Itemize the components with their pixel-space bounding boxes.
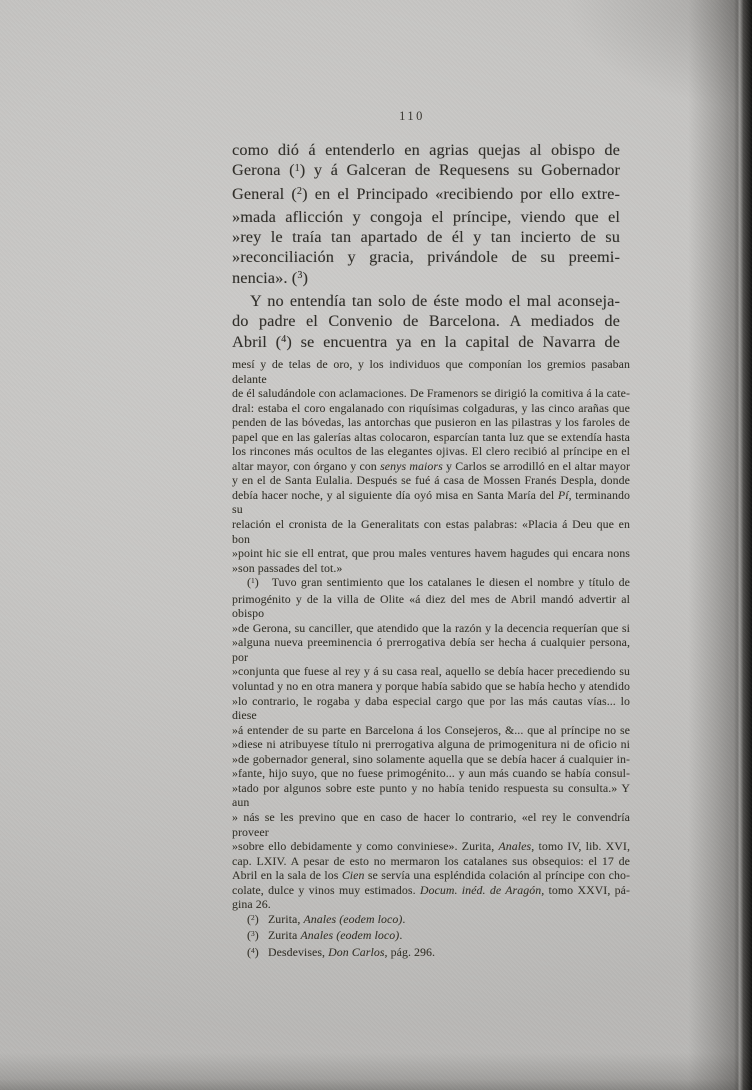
- text-segment: do padre el Convenio de Barcelona. A mediados de: [232, 312, 620, 331]
- footnote-line: [232, 737, 630, 752]
- italic-citation: Don Carlos: [328, 944, 385, 959]
- text-segment: »á entender de su parte en Barcelona á los Consejeros, &... que al príncipe no se: [232, 722, 630, 737]
- main-text-line: [232, 160, 620, 183]
- text-segment: relación el cronista de la Generalitats con estas palabras: «Placia á Deu que en bon: [232, 517, 630, 546]
- text-segment: »tado por algunos sobre este punto y no había tenido respuesta su consulta.» Y aun: [232, 780, 630, 810]
- footnote-line: [232, 839, 630, 854]
- text-segment: (: [247, 928, 252, 943]
- footnote-line: [232, 810, 630, 839]
- text-segment: los rincones más ocultos de las elegantes ojivas. El clero recibió al príncipe en el: [232, 444, 630, 459]
- text-segment: »lo contrario, le rogaba y daba especial cargo que por las más cautas vías... lo diese: [232, 693, 630, 723]
- footnote-line: [232, 928, 630, 945]
- footnote-line: [232, 868, 630, 883]
- footnote-line: [232, 752, 630, 767]
- main-text-line: [232, 268, 620, 291]
- footnotes-block: [232, 357, 630, 961]
- text-segment: mesí y de telas de oro, y los individuos que componían los gremios pasaban delante: [232, 357, 630, 386]
- text-segment: de él saludándole con aclamaciones. De Framenors se dirigió la comitiva á la cate-: [232, 386, 630, 401]
- text-segment: y en el de Santa Eulalia. Después se fué á casa de Mossen Franés Despla, donde: [232, 473, 630, 488]
- text-segment: » nás se les previno que en caso de hacer lo contrario, «el rey le convendría proveer: [232, 809, 630, 839]
- text-segment: »mada aflicción y congoja el príncipe, viendo que el: [232, 207, 620, 226]
- footnote-reference-number: 3: [297, 270, 303, 282]
- footnote-line: [232, 945, 630, 962]
- italic-citation: Anales (eodem loco): [303, 911, 403, 926]
- footnote-line: [232, 679, 630, 694]
- main-text-line: [232, 207, 620, 227]
- footnote-line: [232, 488, 630, 517]
- text-segment: primogénito y de la villa de Olite «á diez del mes de Abril mandó advertir al obispo: [232, 591, 630, 621]
- text-segment: (: [247, 911, 252, 926]
- text-segment: como dió á entenderlo en agrias quejas al obispo de: [232, 141, 620, 159]
- main-text-block: [232, 140, 620, 355]
- main-text-line: [232, 140, 620, 160]
- text-segment: »son passades del tot.»: [232, 560, 343, 575]
- footnote-reference-number: 1: [251, 575, 255, 585]
- text-segment: »fante, hijo suyo, que no fuese primogénito... y aun más cuando se había consul-: [232, 766, 630, 781]
- text-segment: »de Gerona, su canciller, que atendido que la razón y la decencia requerían que si: [232, 620, 630, 635]
- footnote-line: [232, 517, 630, 546]
- text-segment: »diese ni atribuyese título ni prerrogativa alguna de primogenitura ni de oficio ni: [232, 737, 630, 752]
- text-segment: , tomo IV, lib. XVI,: [531, 839, 630, 854]
- text-segment: debía hacer noche, y al siguiente día oyó misa en Santa María del: [232, 487, 558, 502]
- text-segment: »conjunta que fuese al rey y á su casa real, aquello se debía hacer precediendo su: [232, 664, 630, 679]
- main-text-line: [232, 332, 620, 355]
- text-segment: ): [302, 268, 309, 287]
- main-text-line: [232, 247, 620, 267]
- text-segment: altar mayor, con órgano y con: [232, 458, 381, 473]
- main-text-line: [232, 184, 620, 207]
- main-text-line: [232, 311, 620, 331]
- text-segment: Abril en la sala de los: [232, 868, 342, 883]
- text-segment: ) en el Principado «recibiendo por ello extre-: [302, 184, 620, 203]
- footnote-line: [232, 575, 630, 592]
- text-segment: (: [247, 944, 252, 959]
- footnote-line: [232, 459, 630, 474]
- footnote-line: [232, 912, 630, 929]
- text-segment: »alguna nueva preeminencia ó prerrogativa debía ser hecha á cualquier persona, por: [232, 635, 630, 664]
- text-segment: Gerona (: [232, 161, 295, 180]
- text-segment: y Carlos se arrodilló en el altar mayor: [442, 458, 630, 473]
- text-segment: , pág. 296.: [384, 944, 436, 959]
- footnote-line: [232, 386, 630, 401]
- text-segment: ) Zurita: [254, 928, 301, 943]
- footnote-line: [232, 635, 630, 664]
- footnote-line: [232, 766, 630, 781]
- footnote-reference-number: 4: [281, 334, 287, 346]
- text-segment: .: [402, 911, 406, 926]
- footnote-line: [232, 897, 630, 912]
- text-segment: .: [399, 928, 403, 943]
- footnote-line: [232, 694, 630, 723]
- italic-citation: Pí: [557, 487, 569, 502]
- text-segment: se servía una espléndida colación al príncipe con cho-: [364, 868, 631, 883]
- footnote-line: [232, 883, 630, 898]
- text-segment: (: [247, 575, 252, 590]
- main-text-line: [232, 291, 620, 311]
- footnote-line: [232, 854, 630, 869]
- text-segment: »de gobernador general, sino solamente aquella que se debía hacer á cualquier in-: [232, 751, 630, 766]
- text-segment: , tomo XXVI, pá-: [541, 882, 631, 897]
- text-segment: »point hic sie ell entrat, que prou males ventures havem hagudes qui encara nons: [232, 546, 630, 561]
- footnote-reference-number: 2: [251, 912, 255, 922]
- italic-citation: Anales (eodem loco): [300, 928, 400, 943]
- text-segment: papel que en las galerías altas colocaron, esparcían tanta luz que se extendía hasta: [232, 429, 630, 444]
- italic-citation: Anales: [498, 839, 532, 854]
- text-segment: , terminando su: [232, 487, 631, 517]
- text-segment: ) Tuvo gran sentimiento que los catalanes le diesen el nombre y título de: [254, 575, 630, 590]
- text-segment: penden de las bóvedas, las antorchas que pusieron en las pilastras y los faroles de: [232, 415, 630, 430]
- text-segment: General (: [232, 184, 297, 203]
- text-segment: Abril (: [232, 332, 282, 351]
- text-segment: ) Zurita,: [254, 911, 304, 926]
- footnote-line: [232, 415, 630, 430]
- page-number: 110: [399, 109, 425, 123]
- italic-citation: senys maiors: [380, 458, 443, 473]
- text-segment: colate, dulce y vinos muy estimados.: [232, 882, 420, 897]
- footnote-line: [232, 561, 630, 576]
- text-segment: nencia». (: [232, 268, 298, 287]
- footnote-line: [232, 357, 630, 386]
- text-segment: »rey le traía tan apartado de él y tan incierto de su: [232, 228, 620, 247]
- text-segment: ) Desdevises,: [254, 944, 329, 959]
- main-text-line: [232, 227, 620, 247]
- footnote-line: [232, 781, 630, 810]
- text-segment: voluntad y no en otra manera y porque había sabido que se había hecho y atendido: [232, 679, 630, 694]
- footnote-line: [232, 401, 630, 416]
- text-segment: »reconciliación y gracia, privándole de su preemi-: [232, 248, 620, 267]
- text-segment: ) y á Galceran de Requesens su Gobernador: [299, 161, 620, 180]
- footnote-line: [232, 473, 630, 488]
- text-segment: dral: estaba el coro engalanado con riquísimas colgaduras, y las cinco arañas que: [232, 400, 630, 415]
- text-segment: cap. LXIV. A pesar de esto no mermaron los catalanes sus obsequios: el 17 de: [232, 853, 630, 868]
- italic-citation: Docum. inéd. de Aragón: [419, 882, 542, 897]
- footnote-line: [232, 592, 630, 621]
- footnote-line: [232, 723, 630, 738]
- footnote-reference-number: 2: [296, 186, 303, 198]
- italic-citation: Cien: [341, 868, 365, 883]
- footnote-line: [232, 546, 630, 561]
- text-segment: ) se encuentra ya en la capital de Navarra de: [286, 332, 620, 351]
- footnote-reference-number: 4: [251, 945, 255, 955]
- text-segment: Y no entendía tan solo de éste modo el mal aconseja-: [250, 292, 620, 311]
- text-segment: »sobre ello debidamente y como conviniese». Zurita,: [232, 839, 499, 854]
- footnote-line: [232, 621, 630, 636]
- footnote-line: [232, 430, 630, 445]
- footnote-reference-number: 1: [294, 162, 300, 174]
- footnote-reference-number: 3: [251, 929, 255, 939]
- text-segment: gina 26.: [232, 897, 271, 912]
- footnote-line: [232, 444, 630, 459]
- footnote-line: [232, 664, 630, 679]
